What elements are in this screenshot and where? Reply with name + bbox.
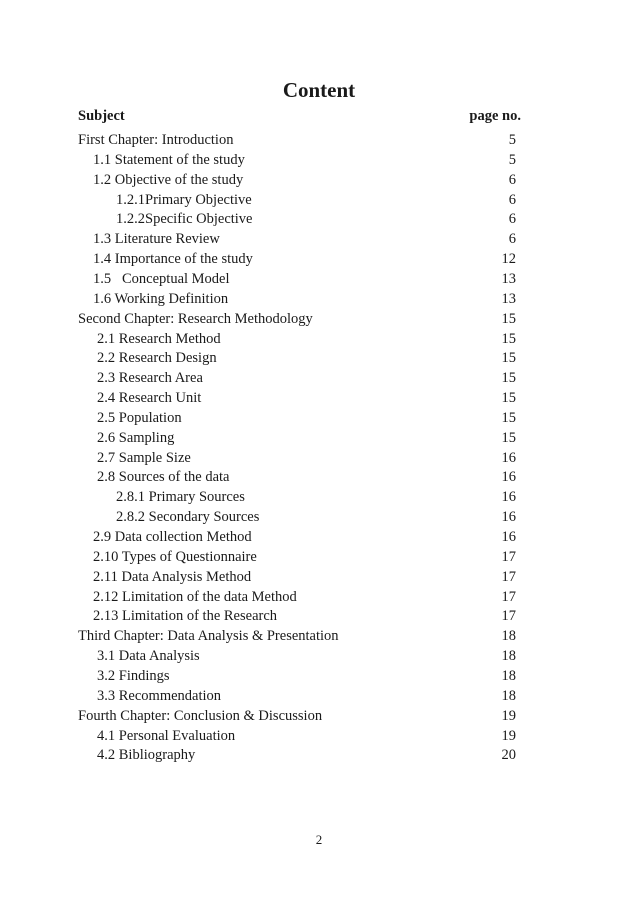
toc-entry-label: 2.5 Population <box>97 409 182 426</box>
toc-entry-row <box>0 150 638 170</box>
toc-entry-row <box>0 686 638 706</box>
toc-entry-label: 3.2 Findings <box>97 667 170 684</box>
toc-entry-row <box>0 209 638 229</box>
toc-entry-page: 5 <box>508 132 516 148</box>
toc-entry-page: 13 <box>501 270 516 287</box>
page-number: 2 <box>315 832 323 847</box>
toc-entry-page: 17 <box>501 608 516 625</box>
toc-entry-row <box>0 745 638 765</box>
toc-entry-row <box>0 726 638 746</box>
toc-entry-page: 15 <box>501 350 516 367</box>
toc-entry-row <box>0 428 638 448</box>
page-title: Content <box>282 78 356 102</box>
toc-entry-row <box>0 368 638 388</box>
toc-entry-label: First Chapter: Introduction <box>78 132 234 148</box>
toc-chapter-row <box>0 626 638 646</box>
toc-entry-row <box>0 329 638 349</box>
toc-entry-page: 16 <box>501 449 516 466</box>
toc-entry-page: 18 <box>501 648 516 665</box>
toc-entry-label: 1.3 Literature Review <box>93 231 220 248</box>
toc-entry-page: 19 <box>501 727 516 744</box>
toc-entry-label: 4.1 Personal Evaluation <box>97 727 236 744</box>
toc-entry-row <box>0 269 638 289</box>
toc-entry-page: 16 <box>501 529 516 545</box>
page-no-heading: page no. <box>469 108 521 124</box>
toc-entry-label: 2.3 Research Area <box>97 370 203 387</box>
toc-entry-page: 16 <box>501 469 516 486</box>
toc-entry-page: 20 <box>501 747 516 764</box>
toc-entry-row <box>0 606 638 626</box>
toc-entry-row <box>0 547 638 567</box>
toc-entry-page: 16 <box>501 489 516 506</box>
toc-entry-row <box>0 646 638 666</box>
toc-entry-page: 15 <box>501 330 516 347</box>
subject-heading: Subject <box>78 108 125 124</box>
toc-entry-page: 18 <box>501 628 516 645</box>
toc-entry-page: 17 <box>501 548 516 565</box>
toc-entry-page: 17 <box>501 588 516 605</box>
toc-entry-page: 6 <box>508 171 516 188</box>
toc-header <box>78 108 521 128</box>
toc-entry-page: 6 <box>508 191 516 208</box>
toc-entry-page: 16 <box>501 509 516 526</box>
toc-entry-page: 15 <box>501 390 516 407</box>
toc-entry-label: 2.11 Data Analysis Method <box>93 568 252 585</box>
toc-entry-row <box>0 190 638 210</box>
toc-entry-row <box>0 487 638 507</box>
toc-entry-page: 15 <box>501 429 516 446</box>
toc-entry-row <box>0 348 638 368</box>
toc-entry-row <box>0 289 638 309</box>
toc-entry-label: 1.2.2Specific Objective <box>116 211 253 228</box>
toc-entry-row <box>0 229 638 249</box>
toc-entry-page: 15 <box>501 409 516 426</box>
toc-chapter-row <box>0 706 638 726</box>
toc-entry-label: 2.13 Limitation of the Research <box>93 608 278 625</box>
toc-entry-label: 2.7 Sample Size <box>97 449 191 466</box>
toc-entry-label: 1.2.1Primary Objective <box>116 191 252 208</box>
toc-entry-label: 2.9 Data collection Method <box>93 529 252 545</box>
toc-entry-label: 1.2 Objective of the study <box>93 171 244 188</box>
toc-entry-row <box>0 507 638 527</box>
toc-entry-row <box>0 408 638 428</box>
toc-entry-label: 2.8.2 Secondary Sources <box>116 509 260 526</box>
toc-entry-row <box>0 527 638 547</box>
toc-entry-page: 5 <box>508 151 516 168</box>
toc-entry-label: 1.5 Conceptual Model <box>93 270 230 287</box>
toc-entry-label: 2.8 Sources of the data <box>97 469 230 486</box>
toc-entry-row <box>0 448 638 468</box>
toc-entry-label: Third Chapter: Data Analysis & Presentation <box>78 628 339 645</box>
toc-entry-label: 2.10 Types of Questionnaire <box>93 548 257 565</box>
toc-entry-row <box>0 249 638 269</box>
toc-entry-row <box>0 666 638 686</box>
toc-entry-page: 6 <box>508 231 516 248</box>
toc-entry-page: 19 <box>501 707 516 724</box>
toc-entry-label: 2.2 Research Design <box>97 350 217 367</box>
toc-entry-page: 15 <box>501 310 516 327</box>
toc-entry-page: 18 <box>501 667 516 684</box>
toc-entry-page: 15 <box>501 370 516 387</box>
toc-entry-row <box>0 567 638 587</box>
toc-entry-label: 2.8.1 Primary Sources <box>116 489 245 506</box>
toc-entry-label: 2.12 Limitation of the data Method <box>93 588 297 605</box>
toc-entry-row <box>0 467 638 487</box>
toc-entry-label: Second Chapter: Research Methodology <box>78 310 313 327</box>
toc-entry-label: 2.6 Sampling <box>97 429 175 446</box>
toc-chapter-row <box>0 130 638 150</box>
toc-entry-page: 12 <box>501 251 516 268</box>
toc-entry-row <box>0 587 638 607</box>
toc-entry-page: 17 <box>501 568 516 585</box>
toc-entry-label: 4.2 Bibliography <box>97 747 196 764</box>
toc-chapter-row <box>0 309 638 329</box>
toc-entry-label: 3.1 Data Analysis <box>97 648 200 665</box>
toc-entry-row <box>0 170 638 190</box>
toc-entry-page: 18 <box>501 687 516 704</box>
toc-entry-label: 2.4 Research Unit <box>97 390 202 407</box>
toc-entry-row <box>0 388 638 408</box>
toc-entry-label: 2.1 Research Method <box>97 330 221 347</box>
toc-entry-label: 3.3 Recommendation <box>97 687 222 704</box>
toc-entry-label: Fourth Chapter: Conclusion & Discussion <box>78 707 323 724</box>
toc-entry-label: 1.4 Importance of the study <box>93 251 253 268</box>
toc-entry-page: 13 <box>501 290 516 307</box>
toc-entry-label: 1.1 Statement of the study <box>93 151 245 168</box>
toc-entry-label: 1.6 Working Definition <box>93 290 229 307</box>
toc-entry-page: 6 <box>508 211 516 228</box>
